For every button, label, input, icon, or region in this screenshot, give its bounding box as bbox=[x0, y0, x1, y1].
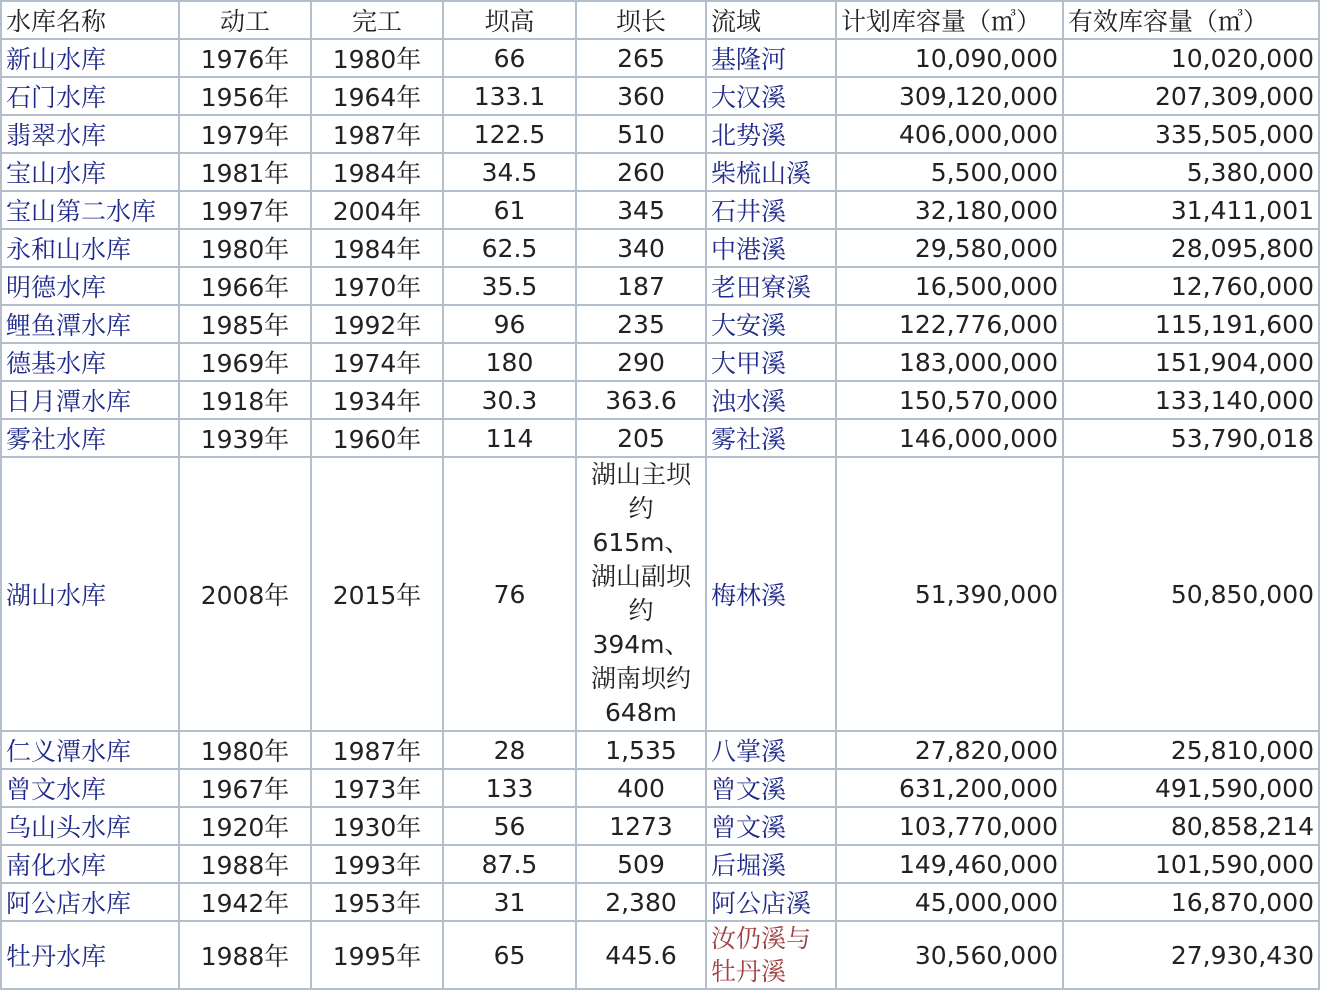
header-row bbox=[1, 1, 1319, 39]
end-year-cell: 1980年 bbox=[311, 39, 443, 77]
dam-length-cell: 340 bbox=[576, 229, 706, 267]
dam-height-cell: 30.3 bbox=[443, 381, 576, 419]
planned-capacity-cell: 122,776,000 bbox=[836, 305, 1063, 343]
effective-capacity-cell: 10,020,000 bbox=[1063, 39, 1319, 77]
basin-cell: 中港溪 bbox=[706, 229, 836, 267]
table-row bbox=[1, 191, 1319, 229]
planned-capacity-cell: 309,120,000 bbox=[836, 77, 1063, 115]
effective-capacity-cell: 16,870,000 bbox=[1063, 883, 1319, 921]
dam-height-cell: 65 bbox=[443, 921, 576, 989]
planned-capacity-cell: 27,820,000 bbox=[836, 731, 1063, 769]
start-year-cell: 1980年 bbox=[179, 731, 311, 769]
end-year-cell: 1930年 bbox=[311, 807, 443, 845]
end-year-cell: 2004年 bbox=[311, 191, 443, 229]
basin-cell: 阿公店溪 bbox=[706, 883, 836, 921]
dam-height-cell: 133 bbox=[443, 769, 576, 807]
dam-height-cell: 133.1 bbox=[443, 77, 576, 115]
effective-capacity-cell: 28,095,800 bbox=[1063, 229, 1319, 267]
effective-capacity-cell: 80,858,214 bbox=[1063, 807, 1319, 845]
end-year-cell: 2015年 bbox=[311, 457, 443, 731]
start-year-cell: 1939年 bbox=[179, 419, 311, 457]
dam-height-cell: 61 bbox=[443, 191, 576, 229]
dam-length-cell: 445.6 bbox=[576, 921, 706, 989]
dam-height-cell: 35.5 bbox=[443, 267, 576, 305]
basin-cell: 浊水溪 bbox=[706, 381, 836, 419]
basin-cell: 大甲溪 bbox=[706, 343, 836, 381]
planned-capacity-cell: 149,460,000 bbox=[836, 845, 1063, 883]
reservoir-name-cell: 仁义潭水库 bbox=[1, 731, 179, 769]
dam-length-cell: 290 bbox=[576, 343, 706, 381]
start-year-cell: 2008年 bbox=[179, 457, 311, 731]
start-year-cell: 1966年 bbox=[179, 267, 311, 305]
basin-cell: 八掌溪 bbox=[706, 731, 836, 769]
table-row bbox=[1, 769, 1319, 807]
effective-capacity-cell: 151,904,000 bbox=[1063, 343, 1319, 381]
dam-length-cell: 400 bbox=[576, 769, 706, 807]
planned-capacity-cell: 30,560,000 bbox=[836, 921, 1063, 989]
reservoir-name-cell: 宝山第二水库 bbox=[1, 191, 179, 229]
start-year-cell: 1985年 bbox=[179, 305, 311, 343]
header-name: 水库名称 bbox=[1, 1, 179, 39]
end-year-cell: 1992年 bbox=[311, 305, 443, 343]
dam-length-cell: 湖山主坝约615m、湖山副坝约394m、湖南坝约648m bbox=[576, 457, 706, 731]
effective-capacity-cell: 5,380,000 bbox=[1063, 153, 1319, 191]
basin-cell: 老田寮溪 bbox=[706, 267, 836, 305]
planned-capacity-cell: 146,000,000 bbox=[836, 419, 1063, 457]
end-year-cell: 1953年 bbox=[311, 883, 443, 921]
reservoir-name-cell: 明德水库 bbox=[1, 267, 179, 305]
basin-cell: 雾社溪 bbox=[706, 419, 836, 457]
effective-capacity-cell: 133,140,000 bbox=[1063, 381, 1319, 419]
planned-capacity-cell: 5,500,000 bbox=[836, 153, 1063, 191]
reservoir-name-cell: 阿公店水库 bbox=[1, 883, 179, 921]
start-year-cell: 1967年 bbox=[179, 769, 311, 807]
basin-cell: 柴梳山溪 bbox=[706, 153, 836, 191]
dam-length-cell: 235 bbox=[576, 305, 706, 343]
table-row bbox=[1, 731, 1319, 769]
end-year-cell: 1995年 bbox=[311, 921, 443, 989]
reservoir-name-cell: 翡翠水库 bbox=[1, 115, 179, 153]
effective-capacity-cell: 335,505,000 bbox=[1063, 115, 1319, 153]
planned-capacity-cell: 631,200,000 bbox=[836, 769, 1063, 807]
end-year-cell: 1984年 bbox=[311, 153, 443, 191]
start-year-cell: 1980年 bbox=[179, 229, 311, 267]
dam-length-cell: 260 bbox=[576, 153, 706, 191]
dam-length-cell: 2,380 bbox=[576, 883, 706, 921]
end-year-cell: 1987年 bbox=[311, 115, 443, 153]
planned-capacity-cell: 406,000,000 bbox=[836, 115, 1063, 153]
dam-length-cell: 1,535 bbox=[576, 731, 706, 769]
effective-capacity-cell: 491,590,000 bbox=[1063, 769, 1319, 807]
start-year-cell: 1997年 bbox=[179, 191, 311, 229]
header-length: 坝长 bbox=[576, 1, 706, 39]
table-row bbox=[1, 115, 1319, 153]
end-year-cell: 1960年 bbox=[311, 419, 443, 457]
dam-length-cell: 205 bbox=[576, 419, 706, 457]
basin-cell: 曾文溪 bbox=[706, 769, 836, 807]
table-row bbox=[1, 39, 1319, 77]
start-year-cell: 1969年 bbox=[179, 343, 311, 381]
basin-cell: 后堀溪 bbox=[706, 845, 836, 883]
end-year-cell: 1970年 bbox=[311, 267, 443, 305]
start-year-cell: 1988年 bbox=[179, 921, 311, 989]
dam-height-cell: 28 bbox=[443, 731, 576, 769]
basin-cell: 梅林溪 bbox=[706, 457, 836, 731]
planned-capacity-cell: 150,570,000 bbox=[836, 381, 1063, 419]
basin-cell: 基隆河 bbox=[706, 39, 836, 77]
dam-length-cell: 265 bbox=[576, 39, 706, 77]
effective-capacity-cell: 50,850,000 bbox=[1063, 457, 1319, 731]
basin-cell: 大安溪 bbox=[706, 305, 836, 343]
reservoir-name-cell: 雾社水库 bbox=[1, 419, 179, 457]
basin-cell: 大汉溪 bbox=[706, 77, 836, 115]
effective-capacity-cell: 27,930,430 bbox=[1063, 921, 1319, 989]
dam-height-cell: 87.5 bbox=[443, 845, 576, 883]
reservoir-name-cell: 曾文水库 bbox=[1, 769, 179, 807]
effective-capacity-cell: 207,309,000 bbox=[1063, 77, 1319, 115]
effective-capacity-cell: 115,191,600 bbox=[1063, 305, 1319, 343]
table-row bbox=[1, 921, 1319, 989]
dam-length-cell: 509 bbox=[576, 845, 706, 883]
dam-length-cell: 345 bbox=[576, 191, 706, 229]
start-year-cell: 1920年 bbox=[179, 807, 311, 845]
planned-capacity-cell: 29,580,000 bbox=[836, 229, 1063, 267]
table-row bbox=[1, 419, 1319, 457]
planned-capacity-cell: 45,000,000 bbox=[836, 883, 1063, 921]
dam-length-cell: 510 bbox=[576, 115, 706, 153]
dam-height-cell: 31 bbox=[443, 883, 576, 921]
end-year-cell: 1964年 bbox=[311, 77, 443, 115]
reservoir-name-cell: 日月潭水库 bbox=[1, 381, 179, 419]
planned-capacity-cell: 16,500,000 bbox=[836, 267, 1063, 305]
table-row bbox=[1, 807, 1319, 845]
dam-height-cell: 114 bbox=[443, 419, 576, 457]
table-row bbox=[1, 77, 1319, 115]
dam-height-cell: 76 bbox=[443, 457, 576, 731]
header-end: 完工 bbox=[311, 1, 443, 39]
dam-height-cell: 180 bbox=[443, 343, 576, 381]
end-year-cell: 1974年 bbox=[311, 343, 443, 381]
planned-capacity-cell: 51,390,000 bbox=[836, 457, 1063, 731]
table-row bbox=[1, 267, 1319, 305]
reservoir-name-cell: 德基水库 bbox=[1, 343, 179, 381]
effective-capacity-cell: 53,790,018 bbox=[1063, 419, 1319, 457]
reservoir-name-cell: 新山水库 bbox=[1, 39, 179, 77]
reservoir-name-cell: 湖山水库 bbox=[1, 457, 179, 731]
table-row bbox=[1, 229, 1319, 267]
start-year-cell: 1976年 bbox=[179, 39, 311, 77]
dam-height-cell: 122.5 bbox=[443, 115, 576, 153]
basin-cell: 汝仍溪与牡丹溪 bbox=[706, 921, 836, 989]
effective-capacity-cell: 12,760,000 bbox=[1063, 267, 1319, 305]
dam-height-cell: 34.5 bbox=[443, 153, 576, 191]
dam-length-cell: 187 bbox=[576, 267, 706, 305]
start-year-cell: 1988年 bbox=[179, 845, 311, 883]
start-year-cell: 1956年 bbox=[179, 77, 311, 115]
dam-length-cell: 363.6 bbox=[576, 381, 706, 419]
dam-height-cell: 96 bbox=[443, 305, 576, 343]
effective-capacity-cell: 31,411,001 bbox=[1063, 191, 1319, 229]
dam-length-cell: 360 bbox=[576, 77, 706, 115]
basin-cell: 北势溪 bbox=[706, 115, 836, 153]
dam-length-cell: 1273 bbox=[576, 807, 706, 845]
end-year-cell: 1987年 bbox=[311, 731, 443, 769]
table-row bbox=[1, 305, 1319, 343]
reservoir-name-cell: 南化水库 bbox=[1, 845, 179, 883]
planned-capacity-cell: 10,090,000 bbox=[836, 39, 1063, 77]
dam-height-cell: 56 bbox=[443, 807, 576, 845]
reservoir-name-cell: 牡丹水库 bbox=[1, 921, 179, 989]
end-year-cell: 1993年 bbox=[311, 845, 443, 883]
dam-height-cell: 66 bbox=[443, 39, 576, 77]
planned-capacity-cell: 103,770,000 bbox=[836, 807, 1063, 845]
header-basin: 流域 bbox=[706, 1, 836, 39]
end-year-cell: 1973年 bbox=[311, 769, 443, 807]
table-row bbox=[1, 883, 1319, 921]
reservoir-name-cell: 永和山水库 bbox=[1, 229, 179, 267]
start-year-cell: 1918年 bbox=[179, 381, 311, 419]
header-start: 动工 bbox=[179, 1, 311, 39]
start-year-cell: 1942年 bbox=[179, 883, 311, 921]
header-height: 坝高 bbox=[443, 1, 576, 39]
reservoir-name-cell: 乌山头水库 bbox=[1, 807, 179, 845]
table-row bbox=[1, 457, 1319, 731]
dam-height-cell: 62.5 bbox=[443, 229, 576, 267]
table-row bbox=[1, 381, 1319, 419]
effective-capacity-cell: 25,810,000 bbox=[1063, 731, 1319, 769]
planned-capacity-cell: 183,000,000 bbox=[836, 343, 1063, 381]
basin-cell: 曾文溪 bbox=[706, 807, 836, 845]
reservoir-name-cell: 石门水库 bbox=[1, 77, 179, 115]
start-year-cell: 1979年 bbox=[179, 115, 311, 153]
end-year-cell: 1934年 bbox=[311, 381, 443, 419]
end-year-cell: 1984年 bbox=[311, 229, 443, 267]
planned-capacity-cell: 32,180,000 bbox=[836, 191, 1063, 229]
table-row bbox=[1, 343, 1319, 381]
start-year-cell: 1981年 bbox=[179, 153, 311, 191]
effective-capacity-cell: 101,590,000 bbox=[1063, 845, 1319, 883]
table-row bbox=[1, 845, 1319, 883]
header-effective-capacity: 有效库容量（㎥） bbox=[1063, 1, 1319, 39]
basin-cell: 石井溪 bbox=[706, 191, 836, 229]
reservoir-name-cell: 鲤鱼潭水库 bbox=[1, 305, 179, 343]
header-planned-capacity: 计划库容量（㎥） bbox=[836, 1, 1063, 39]
table-row bbox=[1, 153, 1319, 191]
reservoir-name-cell: 宝山水库 bbox=[1, 153, 179, 191]
